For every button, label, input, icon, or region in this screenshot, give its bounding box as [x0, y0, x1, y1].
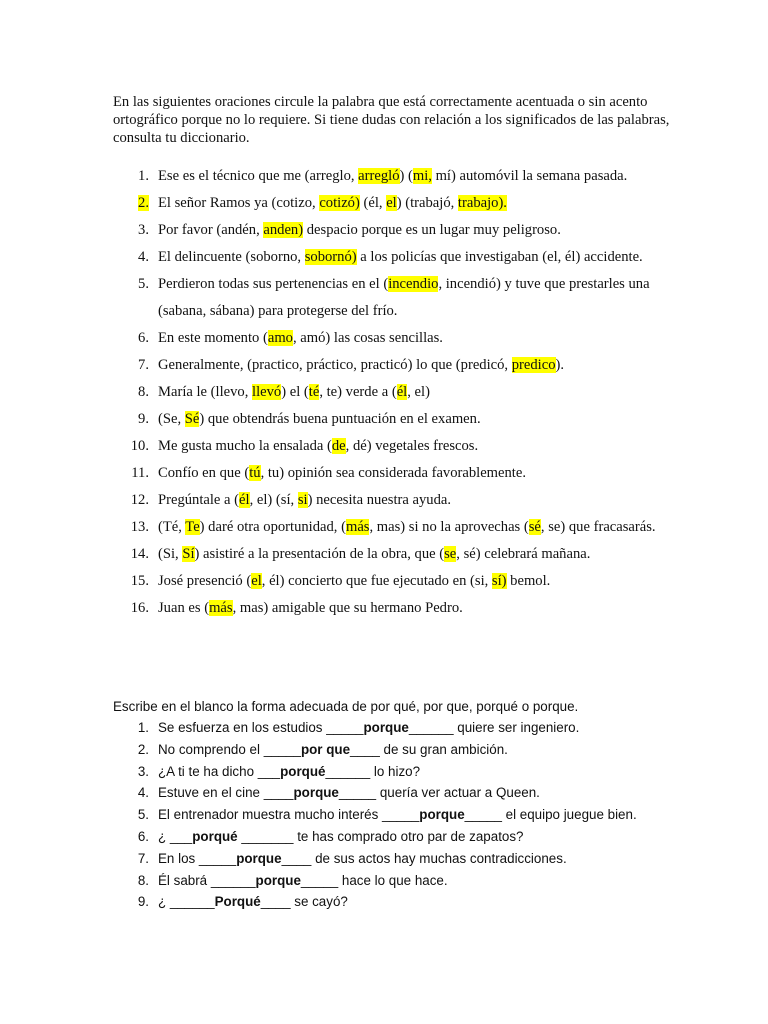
item-number: 4.: [137, 785, 149, 801]
sentence-text: ) el (: [281, 384, 309, 400]
sentence-text: _____ hace lo que hace.: [300, 872, 448, 888]
highlighted-answer: predico: [511, 357, 556, 373]
sentence-text: José presenció (: [158, 573, 252, 589]
sentence-text: , dé) vegetales frescos.: [345, 438, 479, 454]
sentence-text: ) (: [399, 168, 413, 184]
sentence-text: a los policías que investigaban (el, él) accidente.: [356, 249, 643, 265]
highlighted-answer: arregló: [358, 168, 400, 184]
highlighted-answer: Sé: [184, 411, 200, 427]
sentence-text: _____ el equipo juegue bien.: [464, 807, 637, 823]
sentence-text: El delincuente (soborno,: [158, 249, 305, 265]
highlighted-answer: trabajo).: [457, 195, 507, 211]
highlighted-answer: Te: [185, 519, 200, 535]
exercise-item: [113, 190, 683, 217]
highlighted-answer: anden): [263, 222, 304, 238]
sentence-text: , tu) opinión sea considerada favorablemente.: [260, 465, 526, 481]
sentence-text: , mas) si no la aprovechas (: [369, 519, 529, 535]
sentence-text: ) (trabajó,: [396, 195, 458, 211]
sentence-text: , sé) celebrará mañana.: [456, 546, 591, 562]
item-number: 8.: [137, 872, 149, 888]
item-number: 9.: [137, 894, 149, 910]
accent-exercise-list: [113, 163, 683, 622]
sentence-text: ____ de sus actos hay muchas contradicciones.: [281, 850, 567, 866]
highlighted-answer: incendio: [388, 276, 439, 292]
exercise-item: [113, 271, 683, 325]
sentence-text: _______ te has comprado otro par de zapatos?: [237, 828, 524, 844]
sentence-text: Se esfuerza en los estudios _____: [158, 720, 364, 735]
sentence-text: (Té,: [158, 519, 186, 535]
highlighted-answer: él: [396, 384, 408, 400]
highlighted-answer: tú: [249, 465, 261, 481]
sentence-text: ____ se cayó?: [260, 894, 348, 910]
sentence-text: ¿A ti te ha dicho ___: [158, 763, 281, 779]
sentence-text: Pregúntale a (: [158, 492, 240, 508]
sentence-text: , el) (sí,: [249, 492, 298, 508]
filled-answer: Porqué: [214, 894, 261, 910]
blank-item: [113, 848, 683, 870]
item-number: 3.: [138, 222, 149, 238]
item-number: 11.: [131, 465, 149, 481]
sentence-text: , él) concierto que fue ejecutado en (si,: [261, 573, 492, 589]
exercise-item: [113, 379, 683, 406]
sentence-text: El entrenador muestra mucho interés _____: [158, 807, 420, 823]
filled-answer: porque: [293, 785, 339, 801]
filled-answer: porqué: [280, 763, 326, 779]
item-number: 12.: [130, 492, 149, 508]
intro-instructions: En las siguientes oraciones circule la palabra que está correctamente acentuada o sin acento ortográfico porque no lo requiere. Si tiene dudas con relación a los significados de las palabras, consulta tu diccionario.: [113, 94, 670, 146]
sentence-text: , mas) amigable que su hermano Pedro.: [232, 600, 463, 616]
highlighted-answer: de: [331, 438, 346, 454]
sentence-text: , te) verde a (: [319, 384, 397, 400]
sentence-text: En los _____: [158, 850, 237, 866]
blank-item: [113, 870, 683, 892]
sentence-text: (él,: [359, 195, 387, 211]
sentence-text: mí) automóvil la semana pasada.: [431, 168, 628, 184]
blank-item: [113, 739, 683, 761]
exercise-item: [113, 514, 683, 541]
item-number: 13.: [130, 519, 149, 535]
porque-exercise-list: [113, 717, 683, 913]
exercise-item: [113, 460, 683, 487]
sentence-text: bemol.: [506, 573, 551, 589]
highlighted-answer: el: [251, 573, 262, 589]
exercise-item: [113, 487, 683, 514]
sentence-text: ¿ ___: [158, 828, 193, 844]
item-number: 7.: [138, 357, 149, 373]
filled-answer: porqué: [192, 828, 238, 844]
item-number: 4.: [138, 249, 149, 265]
filled-answer: porque: [255, 872, 301, 888]
sentence-text: Generalmente, (practico, práctico, practicó) lo que (predicó,: [158, 357, 512, 373]
sentence-text: Él sabrá ______: [158, 872, 256, 888]
highlighted-answer: sí): [491, 573, 507, 589]
sentence-text: ) necesita nuestra ayuda.: [307, 492, 451, 508]
exercise-item: [113, 217, 683, 244]
sentence-text: Por favor (andén,: [158, 222, 264, 238]
item-number: 6.: [137, 828, 149, 844]
exercise-item: [113, 541, 683, 568]
sentence-text: , incendió) y tuve que prestarles una (sabana, sábana) para protegerse del frío.: [158, 276, 650, 319]
blank-item: [113, 804, 683, 826]
highlighted-answer: mi,: [412, 168, 432, 184]
highlighted-answer: si: [297, 492, 308, 508]
sentence-text: ______ lo hizo?: [325, 763, 421, 779]
highlighted-answer: sé: [528, 519, 541, 535]
item-number: 5.: [137, 807, 149, 823]
sentence-text: ____ de su gran ambición.: [350, 741, 508, 757]
blank-item: [113, 891, 683, 913]
item-number: 6.: [138, 330, 149, 346]
sentence-text: (Si,: [158, 546, 183, 562]
sentence-text: (Se,: [158, 411, 185, 427]
item-number: 9.: [138, 411, 149, 427]
sentence-text: despacio porque es un lugar muy peligroso.: [303, 222, 561, 238]
sentence-text: , el): [407, 384, 430, 400]
blank-item: [113, 782, 683, 804]
highlighted-answer: sobornó): [304, 249, 357, 265]
item-number: 8.: [138, 384, 149, 400]
filled-answer: porque: [363, 720, 409, 735]
sentence-text: Me gusta mucho la ensalada (: [158, 438, 332, 454]
sentence-text: En este momento (: [158, 330, 268, 346]
item-number: 15.: [130, 573, 149, 589]
sentence-text: Ese es el técnico que me (arreglo,: [158, 168, 359, 184]
sentence-text: Perdieron todas sus pertenencias en el (: [158, 276, 389, 292]
sentence-text: ) que obtendrás buena puntuación en el examen.: [199, 411, 481, 427]
highlighted-answer: té: [308, 384, 320, 400]
sentence-text: Estuve en el cine ____: [158, 785, 294, 801]
exercise-item: [113, 244, 683, 271]
item-number: 1.: [138, 168, 149, 184]
highlighted-answer: Sí: [182, 546, 195, 562]
item-number: 5.: [138, 276, 149, 292]
blank-item: [113, 717, 683, 739]
item-number: 3.: [137, 763, 149, 779]
blank-item: [113, 761, 683, 783]
filled-answer: porque: [236, 850, 282, 866]
exercise-item: [113, 568, 683, 595]
highlighted-answer: más: [345, 519, 370, 535]
item-number: 1.: [137, 720, 149, 735]
highlighted-answer: el: [386, 195, 397, 211]
sentence-text: María le (llevo,: [158, 384, 253, 400]
sentence-text: ¿ ______: [158, 894, 215, 910]
sentence-text: , amó) las cosas sencillas.: [292, 330, 443, 346]
sentence-text: _____ quería ver actuar a Queen.: [338, 785, 540, 801]
sentence-text: Juan es (: [158, 600, 210, 616]
highlighted-answer: llevó: [252, 384, 282, 400]
item-number: 16.: [130, 600, 149, 616]
filled-answer: por que: [300, 741, 351, 757]
sentence-text: ) daré otra oportunidad, (: [199, 519, 346, 535]
highlighted-answer: más: [209, 600, 233, 616]
exercise-item: [113, 352, 683, 379]
sentence-text: Confío en que (: [158, 465, 250, 481]
highlighted-answer: cotizó): [319, 195, 360, 211]
item-number: 10.: [130, 438, 149, 454]
exercise-item: [113, 406, 683, 433]
exercise-item: [113, 433, 683, 460]
sentence-text: , se) que fracasarás.: [540, 519, 656, 535]
highlighted-answer: él: [239, 492, 250, 508]
highlighted-answer: se: [444, 546, 457, 562]
porque-instructions: Escribe en el blanco la forma adecuada de por qué, por que, porqué o porque.: [113, 699, 579, 714]
filled-answer: porque: [419, 807, 465, 823]
item-number: 7.: [137, 850, 149, 866]
item-number: 2.: [137, 741, 149, 757]
highlighted-answer: amo: [267, 330, 293, 346]
item-number: 2.: [138, 195, 149, 211]
exercise-item: [113, 595, 683, 622]
exercise-item: [113, 163, 683, 190]
sentence-text: No comprendo el _____: [158, 741, 301, 757]
sentence-text: ______ quiere ser ingeniero.: [408, 720, 580, 735]
exercise-item: [113, 325, 683, 352]
sentence-text: ) asistiré a la presentación de la obra, que (: [194, 546, 445, 562]
blank-item: [113, 826, 683, 848]
sentence-text: El señor Ramos ya (cotizo,: [158, 195, 320, 211]
sentence-text: ).: [555, 357, 565, 373]
item-number: 14.: [130, 546, 149, 562]
